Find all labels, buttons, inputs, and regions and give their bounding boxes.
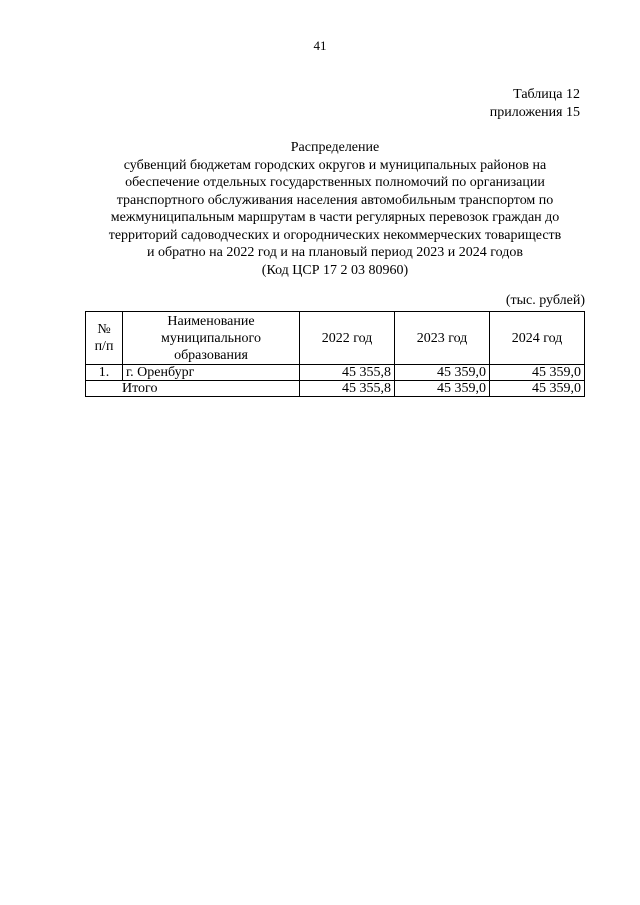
total-value-2023: 45 359,0 (395, 381, 490, 397)
page-number: 41 (313, 38, 327, 53)
row-number: 1. (86, 365, 123, 381)
appendix-number: приложения 15 (489, 105, 580, 120)
total-label: Итого (86, 381, 300, 397)
row-municipality: г. Оренбург (123, 365, 300, 381)
heading-title: Распределение (290, 140, 380, 155)
header-2023: 2023 год (395, 312, 490, 365)
heading-line: обеспечение отдельных государственных полномочий по организации (125, 175, 545, 190)
table-header-row (86, 312, 585, 365)
table-row (86, 365, 585, 381)
heading-line: транспортного обслуживания населения автомобильным транспортом по (116, 192, 554, 208)
distribution-table (85, 311, 585, 397)
table-number: Таблица 12 (513, 87, 580, 102)
heading-code: (Код ЦСР 17 2 03 80960) (261, 262, 409, 278)
header-number (86, 312, 123, 365)
heading-line: субвенций бюджетам городских округов и муниципальных районов на (123, 157, 547, 173)
header-number-symbol: № (97, 322, 111, 337)
row-value-2024: 45 359,0 (490, 365, 585, 381)
table-total-row (86, 381, 585, 397)
table-reference (490, 86, 580, 122)
header-name-line: образования (174, 347, 248, 363)
heading-line: территорий садоводческих и огороднических некоммерческих товариществ (108, 227, 562, 243)
document-heading (80, 139, 590, 279)
units-label: (тыс. рублей) (505, 293, 585, 308)
total-value-2024: 45 359,0 (490, 381, 585, 397)
header-2022: 2022 год (300, 312, 395, 365)
header-2024: 2024 год (490, 312, 585, 365)
row-value-2022: 45 355,8 (300, 365, 395, 381)
header-name-line: муниципального (161, 330, 261, 346)
total-value-2022: 45 355,8 (300, 381, 395, 397)
heading-line: и обратно на 2022 год и на плановый период 2023 и 2024 годов (147, 245, 523, 260)
header-number-abbr: п/п (94, 339, 114, 354)
header-name (123, 312, 300, 365)
heading-line: межмуниципальным маршрутам в части регулярных перевозок граждан до (110, 210, 560, 225)
header-name-line: Наименование (167, 313, 255, 329)
row-value-2023: 45 359,0 (395, 365, 490, 381)
